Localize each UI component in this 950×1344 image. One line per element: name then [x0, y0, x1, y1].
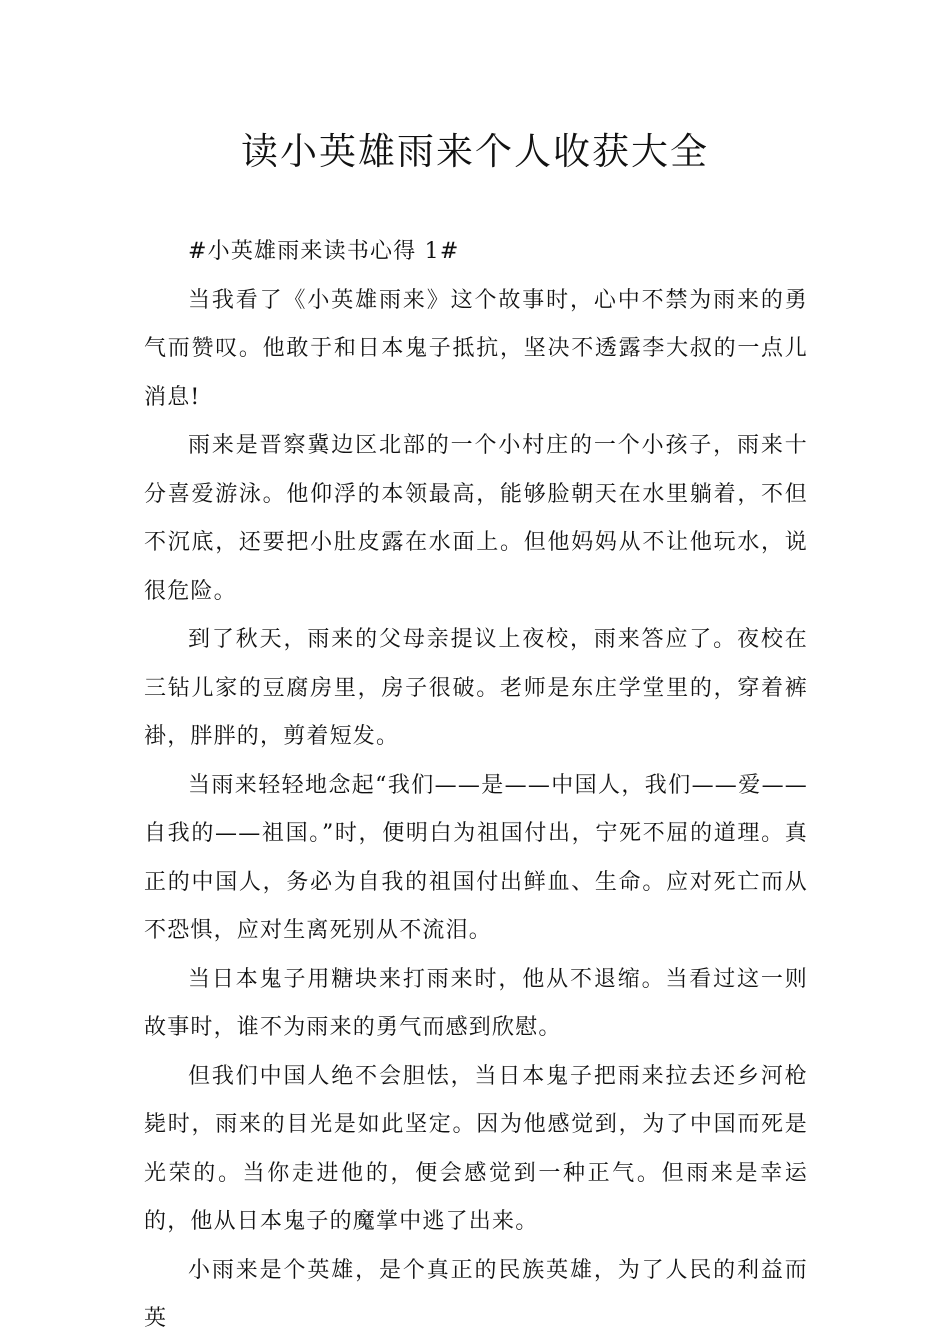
document-body — [144, 228, 808, 1344]
paragraph: 当日本鬼子用糖块来打雨来时，他从不退缩。当看过这一则故事时，谁不为雨来的勇气而感到欣慰。 — [144, 966, 808, 1040]
paragraph: 雨来是晋察冀边区北部的一个小村庄的一个小孩子，雨来十分喜爱游泳。他仰浮的本领最高，能够脸朝天在水里躺着，不但不沉底，还要把小肚皮露在水面上。但他妈妈从不让他玩水，说很危险。 — [144, 433, 808, 604]
document-title: 读小英雄雨来个人收获大全 — [241, 130, 709, 173]
paragraph: 到了秋天，雨来的父母亲提议上夜校，雨来答应了。夜校在三钻儿家的豆腐房里，房子很破。老师是东庄学堂里的，穿着裤褂，胖胖的，剪着短发。 — [144, 627, 808, 749]
paragraph: 小雨来是个英雄，是个真正的民族英雄，为了人民的利益而英 — [144, 1257, 808, 1331]
paragraph: 当雨来轻轻地念起“我们——是——中国人，我们——爱——自我的——祖国。”时，便明白为祖国付出，宁死不屈的道理。真正的中国人，务必为自我的祖国付出鲜血、生命。应对死亡而从不恐惧，应对生离死别从不流泪。 — [144, 772, 808, 943]
paragraph: 当我看了《小英雄雨来》这个故事时，心中不禁为雨来的勇气而赞叹。他敢于和日本鬼子抵抗，坚决不透露李大叔的一点儿消息! — [144, 287, 808, 410]
section-heading: #小英雄雨来读书心得 1# — [188, 239, 460, 264]
paragraph: 但我们中国人绝不会胆怯，当日本鬼子把雨来拉去还乡河枪毙时，雨来的目光是如此坚定。因为他感觉到，为了中国而死是光荣的。当你走进他的，便会感觉到一种正气。但雨来是幸运的，他从日本鬼子的魔掌中逃了出来。 — [144, 1063, 808, 1234]
